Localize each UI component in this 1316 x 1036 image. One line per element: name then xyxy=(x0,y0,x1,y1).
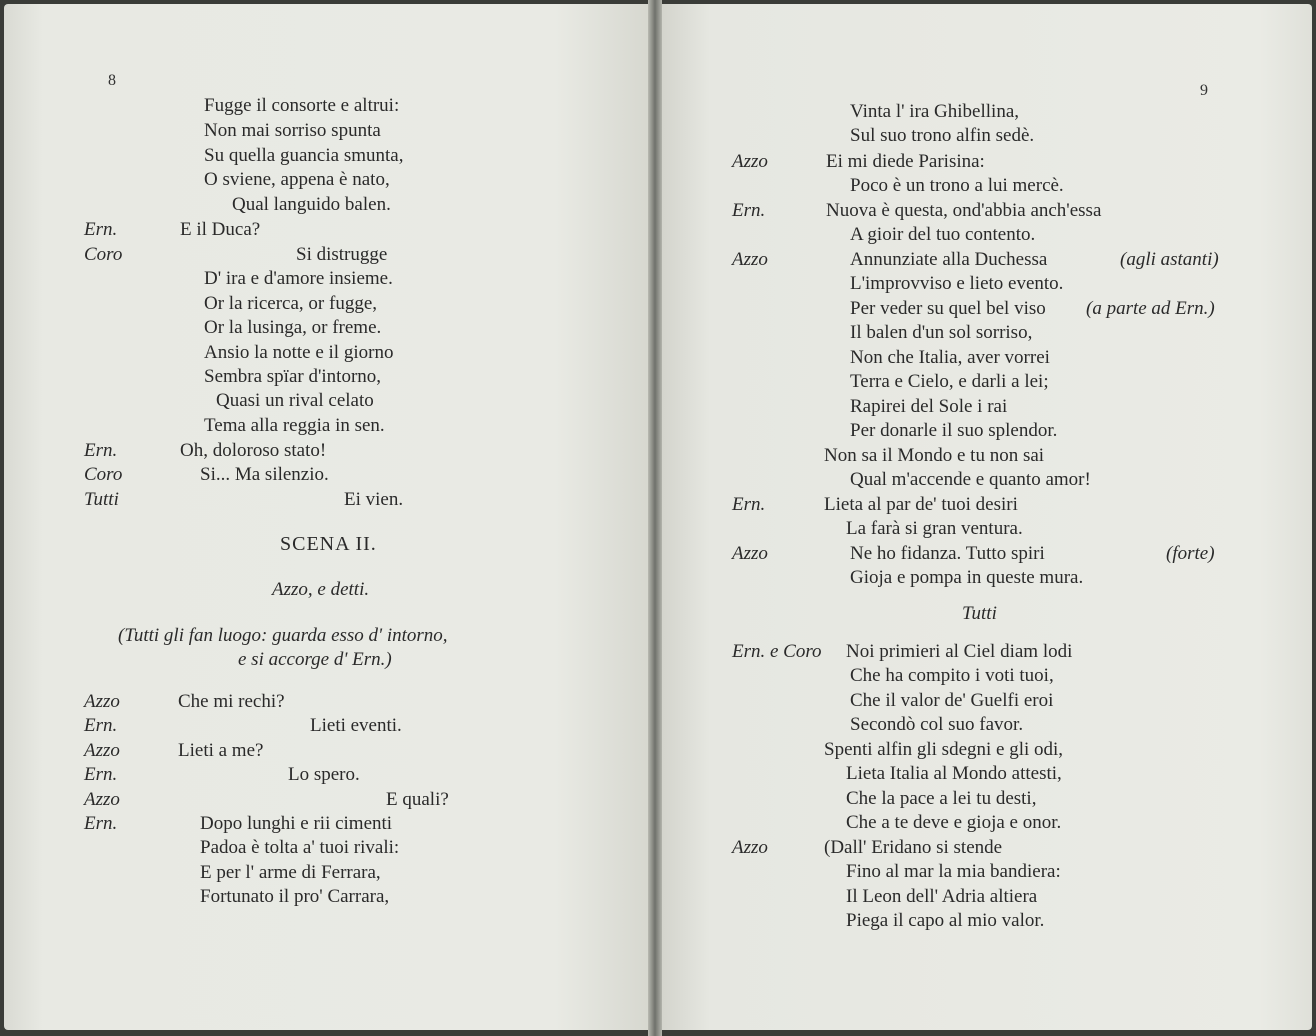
verse-line: Che a te deve e gioja e onor. xyxy=(846,812,1062,833)
stage-direction: (forte) xyxy=(1166,543,1215,564)
chorus-heading: Tutti xyxy=(962,603,997,624)
speaker-name: Azzo xyxy=(84,740,120,761)
verse-line: Poco è un trono a lui mercè. xyxy=(850,175,1064,196)
verse-line: Non sa il Mondo e tu non sai xyxy=(824,445,1045,466)
page-number: 9 xyxy=(1200,82,1208,99)
verse-line: Annunziate alla Duchessa xyxy=(850,249,1048,270)
verse-line: E il Duca? xyxy=(180,219,261,240)
verse-line: Vinta l' ira Ghibellina, xyxy=(850,101,1020,122)
verse-line: Su quella guancia smunta, xyxy=(204,145,404,166)
speaker-name: Ern. xyxy=(84,764,118,785)
verse-line: Sul suo trono alfin sedè. xyxy=(850,125,1035,146)
verse-line: Ei mi diede Parisina: xyxy=(826,151,985,172)
book-gutter xyxy=(648,0,662,1036)
verse-line: Lieti a me? xyxy=(178,740,264,761)
verse-line: Lieta Italia al Mondo attesti, xyxy=(846,763,1062,784)
speaker-name: Ern. xyxy=(84,440,118,461)
verse-line: Non che Italia, aver vorrei xyxy=(850,347,1050,368)
speaker-name: Ern. xyxy=(84,715,118,736)
verse-line: Si... Ma silenzio. xyxy=(200,464,329,485)
verse-line: Dopo lunghi e rii cimenti xyxy=(200,813,393,834)
verse-line: Fino al mar la mia bandiera: xyxy=(846,861,1061,882)
speaker-name: Ern. xyxy=(732,494,766,515)
verse-line: Lieti eventi. xyxy=(310,715,402,736)
verse-line: D' ira e d'amore insieme. xyxy=(204,268,393,289)
verse-line: Fugge il consorte e altrui: xyxy=(204,95,400,116)
speaker-name: Azzo xyxy=(732,543,768,564)
verse-line: Fortunato il pro' Carrara, xyxy=(200,886,390,907)
verse-line: (Dall' Eridano si stende xyxy=(824,837,1003,858)
verse-line: Il Leon dell' Adria altiera xyxy=(846,886,1038,907)
stage-direction: (a parte ad Ern.) xyxy=(1086,298,1215,319)
verse-line: Qual languido balen. xyxy=(232,194,391,215)
verse-line: A gioir del tuo contento. xyxy=(850,224,1036,245)
verse-line: Spenti alfin gli sdegni e gli odi, xyxy=(824,739,1064,760)
verse-line: Quasi un rival celato xyxy=(216,390,374,411)
verse-line: Che la pace a lei tu desti, xyxy=(846,788,1037,809)
verse-line: Ansio la notte e il giorno xyxy=(204,342,394,363)
verse-line: Ne ho fidanza. Tutto spiri xyxy=(850,543,1045,564)
verse-line: Or la lusinga, or freme. xyxy=(204,317,382,338)
verse-line: L'improvviso e lieto evento. xyxy=(850,273,1064,294)
verse-line: E per l' arme di Ferrara, xyxy=(200,862,381,883)
verse-line: Gioja e pompa in queste mura. xyxy=(850,567,1084,588)
scene-title: SCENA II. xyxy=(280,533,377,555)
verse-line: O sviene, appena è nato, xyxy=(204,169,390,190)
verse-line: Lieta al par de' tuoi desiri xyxy=(824,494,1018,515)
verse-line: Ei vien. xyxy=(344,489,404,510)
verse-line: Piega il capo al mio valor. xyxy=(846,910,1045,931)
speaker-name: Ern. xyxy=(732,200,766,221)
verse-line: Nuova è questa, ond'abbia anch'essa xyxy=(826,200,1102,221)
right-page xyxy=(658,4,1312,1030)
verse-line: Padoa è tolta a' tuoi rivali: xyxy=(200,837,400,858)
verse-line: Che il valor de' Guelfi eroi xyxy=(850,690,1054,711)
verse-line: Sembra spïar d'intorno, xyxy=(204,366,382,387)
verse-line: Lo spero. xyxy=(288,764,360,785)
verse-line: Rapirei del Sole i rai xyxy=(850,396,1008,417)
speaker-name: Azzo xyxy=(732,249,768,270)
stage-direction: e si accorge d' Ern.) xyxy=(238,649,392,670)
verse-line: Tema alla reggia in sen. xyxy=(204,415,385,436)
verse-line: Terra e Cielo, e darli a lei; xyxy=(850,371,1049,392)
verse-line: Si distrugge xyxy=(296,244,388,265)
verse-line: La farà si gran ventura. xyxy=(846,518,1023,539)
verse-line: Secondò col suo favor. xyxy=(850,714,1024,735)
verse-line: Qual m'accende e quanto amor! xyxy=(850,469,1091,490)
speaker-name: Ern. xyxy=(84,813,118,834)
speaker-name: Azzo xyxy=(84,691,120,712)
speaker-name: Ern. xyxy=(84,219,118,240)
verse-line: Per donarle il suo splendor. xyxy=(850,420,1058,441)
left-page xyxy=(4,4,652,1030)
verse-line: Oh, doloroso stato! xyxy=(180,440,327,461)
verse-line: E quali? xyxy=(386,789,449,810)
verse-line: Per veder su quel bel viso xyxy=(850,298,1046,319)
verse-line: Non mai sorriso spunta xyxy=(204,120,381,141)
speaker-name: Coro xyxy=(84,464,123,485)
speaker-name: Ern. e Coro xyxy=(732,641,822,662)
speaker-name: Coro xyxy=(84,244,123,265)
verse-line: Il balen d'un sol sorriso, xyxy=(850,322,1033,343)
speaker-name: Tutti xyxy=(84,489,119,510)
verse-line: Or la ricerca, or fugge, xyxy=(204,293,378,314)
stage-direction: (agli astanti) xyxy=(1120,249,1219,270)
verse-line: Che ha compito i voti tuoi, xyxy=(850,665,1054,686)
verse-line: Noi primieri al Ciel diam lodi xyxy=(846,641,1073,662)
speaker-name: Azzo xyxy=(84,789,120,810)
speaker-name: Azzo xyxy=(732,837,768,858)
stage-direction: (Tutti gli fan luogo: guarda esso d' intorno, xyxy=(118,625,448,646)
speaker-name: Azzo xyxy=(732,151,768,172)
page-number: 8 xyxy=(108,72,116,89)
verse-line: Che mi rechi? xyxy=(178,691,285,712)
scene-persons: Azzo, e detti. xyxy=(272,579,370,600)
